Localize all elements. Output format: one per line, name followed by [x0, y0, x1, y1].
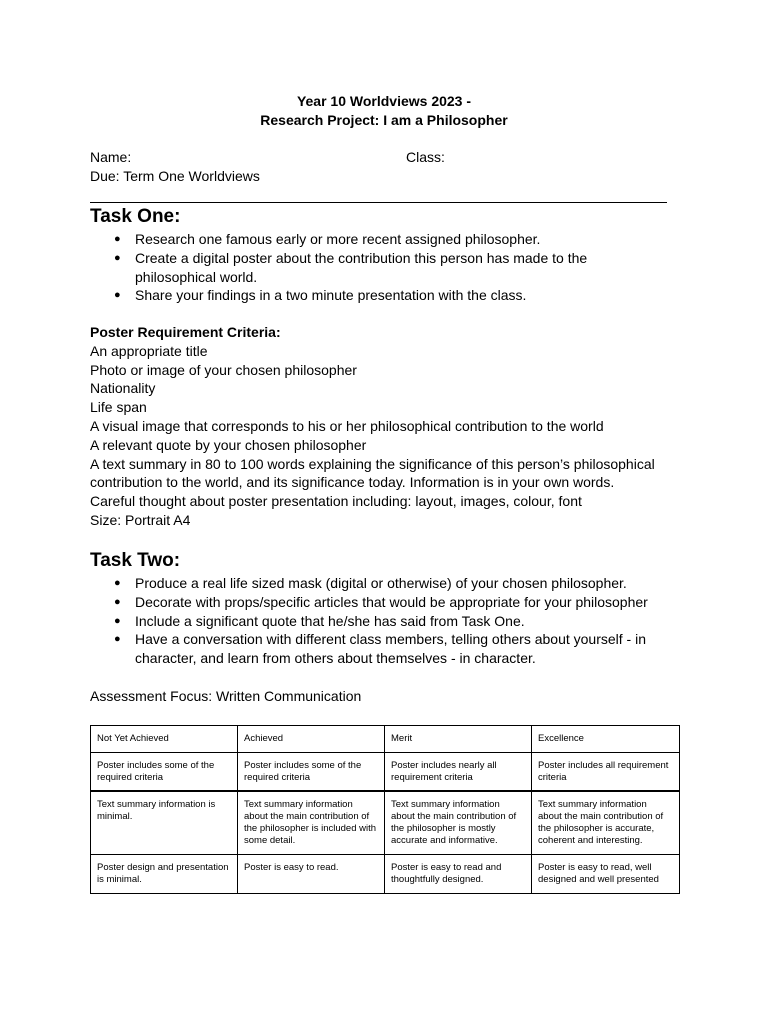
table-cell: Text summary information is minimal.	[91, 791, 238, 855]
table-cell: Poster is easy to read, well designed and well presented	[532, 854, 680, 893]
name-label: Name:	[90, 149, 132, 165]
task-two-list	[90, 574, 670, 668]
poster-criteria-heading: Poster Requirement Criteria:	[90, 324, 281, 340]
list-item: ● Share your findings in a two minute presentation with the class.	[114, 287, 527, 304]
table-header-cell: Achieved	[238, 726, 385, 753]
table-cell: Poster includes nearly all requirement criteria	[385, 753, 532, 791]
table-cell: Poster includes some of the required criteria	[91, 753, 238, 791]
table-cell: Poster includes all requirement criteria	[532, 753, 680, 791]
table-row	[91, 791, 680, 855]
list-item: ● Create a digital poster about the contribution this person has made to the philosophical world.	[114, 249, 588, 285]
list-item: ● Research one famous early or more recent assigned philosopher.	[114, 231, 541, 247]
table-cell: Poster is easy to read and thoughtfully designed.	[385, 854, 532, 893]
due-label: Due: Term One Worldviews	[90, 168, 260, 184]
class-label: Class:	[406, 149, 445, 165]
criteria-item: A text summary in 80 to 100 words explaining the significance of this person’s philosophical contribution to the world, and its significance today. Information is in your own words.	[90, 455, 655, 491]
task-one-list	[90, 230, 670, 305]
list-item: ● Produce a real life sized mask (digital or otherwise) of your chosen philosopher.	[114, 575, 627, 591]
table-cell: Text summary information about the main contribution of the philosopher is mostly accurate and informative.	[385, 791, 532, 855]
assessment-focus: Assessment Focus: Written Communication	[90, 688, 362, 704]
bullet-icon: ●	[114, 614, 121, 627]
table-cell: Poster is easy to read.	[238, 854, 385, 893]
bullet-icon: ●	[114, 633, 121, 646]
task-two-heading: Task Two:	[90, 550, 181, 571]
list-item: ● Decorate with props/specific articles that would be appropriate for your philosopher	[114, 593, 648, 610]
list-item: ● Include a significant quote that he/she has said from Task One.	[114, 612, 525, 629]
bullet-icon: ●	[114, 595, 121, 608]
document-title-line1: Year 10 Worldviews 2023 -	[296, 93, 472, 109]
criteria-item: Nationality	[90, 380, 156, 397]
criteria-item: Size: Portrait A4	[90, 511, 191, 528]
criteria-item: A relevant quote by your chosen philosopher	[90, 436, 367, 453]
table-header-cell: Excellence	[532, 726, 680, 753]
divider-rule	[90, 202, 667, 203]
table-header-cell: Merit	[385, 726, 532, 753]
document-title-line2: Research Project: I am a Philosopher	[260, 112, 508, 128]
poster-criteria	[90, 323, 670, 530]
bullet-icon: ●	[114, 577, 121, 589]
table-header-cell: Not Yet Achieved	[91, 726, 238, 753]
table-row	[91, 753, 680, 791]
table-cell: Poster includes some of the required criteria	[238, 753, 385, 791]
table-header-row	[91, 726, 680, 753]
task-one-heading: Task One:	[90, 206, 181, 227]
table-cell: Text summary information about the main contribution of the philosopher is accurate, coherent and interesting.	[532, 791, 680, 855]
list-item: ● Have a conversation with different class members, telling others about yourself - in character, and learn from others about themselves - in character.	[114, 631, 646, 666]
criteria-item: Careful thought about poster presentation including: layout, images, colour, font	[90, 493, 582, 510]
bullet-icon: ●	[114, 233, 121, 245]
assessment-rubric-table	[90, 725, 680, 894]
criteria-item: Photo or image of your chosen philosopher	[90, 361, 357, 378]
criteria-item: An appropriate title	[90, 342, 208, 359]
criteria-item: A visual image that corresponds to his or her philosophical contribution to the world	[90, 417, 604, 434]
table-row	[91, 854, 680, 893]
bullet-icon: ●	[114, 251, 121, 264]
bullet-icon: ●	[114, 289, 121, 302]
table-cell: Text summary information about the main contribution of the philosopher is included with some detail.	[238, 791, 385, 855]
criteria-item: Life span	[90, 399, 147, 416]
table-cell: Poster design and presentation is minimal.	[91, 854, 238, 893]
